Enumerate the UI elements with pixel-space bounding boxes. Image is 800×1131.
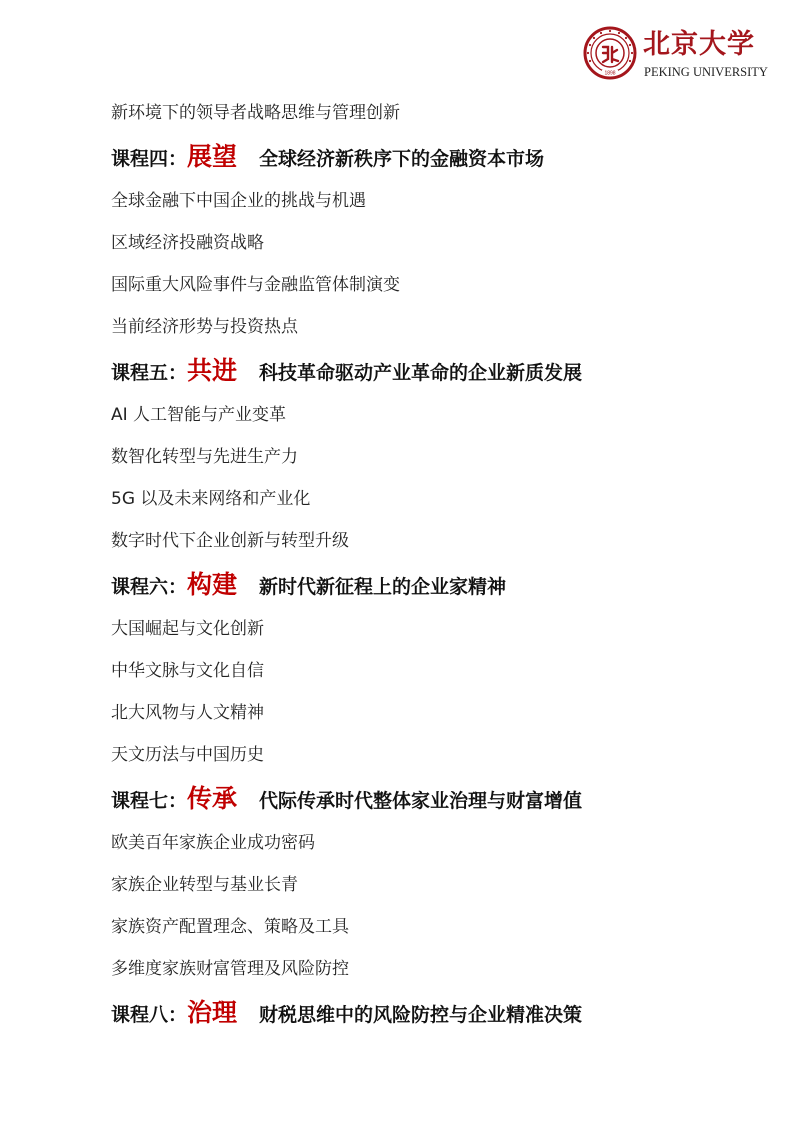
course-keyword: 治理	[187, 998, 238, 1027]
course-prefix: 课程七：	[111, 790, 188, 812]
course-prefix: 课程四：	[111, 148, 188, 170]
course-prefix: 课程六：	[111, 576, 188, 598]
course-keyword: 传承	[187, 784, 238, 813]
list-item: 区域经济投融资战略	[111, 233, 264, 253]
course-title: 科技革命驱动产业革命的企业新质发展	[259, 362, 583, 384]
course-list	[111, 101, 751, 1045]
list-item: 欧美百年家族企业成功密码	[111, 833, 315, 853]
logo-chinese-name: 北京大学	[643, 29, 755, 60]
list-item: 国际重大风险事件与金融监管体制演变	[111, 275, 400, 295]
list-item: 数智化转型与先进生产力	[111, 447, 298, 467]
list-item: 天文历法与中国历史	[111, 745, 264, 765]
course-keyword: 共进	[187, 356, 238, 385]
list-item: 数字时代下企业创新与转型升级	[111, 531, 349, 551]
course-title: 财税思维中的风险防控与企业精准决策	[259, 1004, 583, 1026]
course-prefix: 课程八：	[111, 1004, 188, 1026]
peking-university-seal-icon	[583, 26, 637, 80]
list-item: 家族企业转型与基业长青	[111, 875, 298, 895]
course-heading-5	[111, 353, 751, 389]
svg-text:1898: 1898	[604, 70, 616, 77]
course-heading-6	[111, 567, 751, 603]
course-keyword: 构建	[187, 570, 238, 599]
course-heading-7	[111, 781, 751, 817]
course-title: 新时代新征程上的企业家精神	[259, 576, 507, 598]
list-item: 家族资产配置理念、策略及工具	[111, 917, 349, 937]
list-item: AI 人工智能与产业变革	[111, 405, 287, 425]
list-item: 多维度家族财富管理及风险防控	[111, 959, 349, 979]
list-item: 北大风物与人文精神	[111, 703, 264, 723]
lead-item: 新环境下的领导者战略思维与管理创新	[111, 103, 400, 123]
list-item: 中华文脉与文化自信	[111, 661, 264, 681]
list-item: 大国崛起与文化创新	[111, 619, 264, 639]
list-item: 5G 以及未来网络和产业化	[111, 489, 311, 509]
logo-english-name: PEKING UNIVERSITY	[644, 65, 768, 79]
list-item: 当前经济形势与投资热点	[111, 317, 298, 337]
course-heading-8	[111, 995, 751, 1031]
peking-university-logo	[583, 26, 773, 82]
course-prefix: 课程五：	[111, 362, 188, 384]
list-item: 全球金融下中国企业的挑战与机遇	[111, 191, 366, 211]
course-heading-4	[111, 139, 751, 175]
course-title: 全球经济新秩序下的金融资本市场	[259, 148, 545, 170]
course-title: 代际传承时代整体家业治理与财富增值	[259, 790, 583, 812]
course-keyword: 展望	[187, 142, 238, 171]
